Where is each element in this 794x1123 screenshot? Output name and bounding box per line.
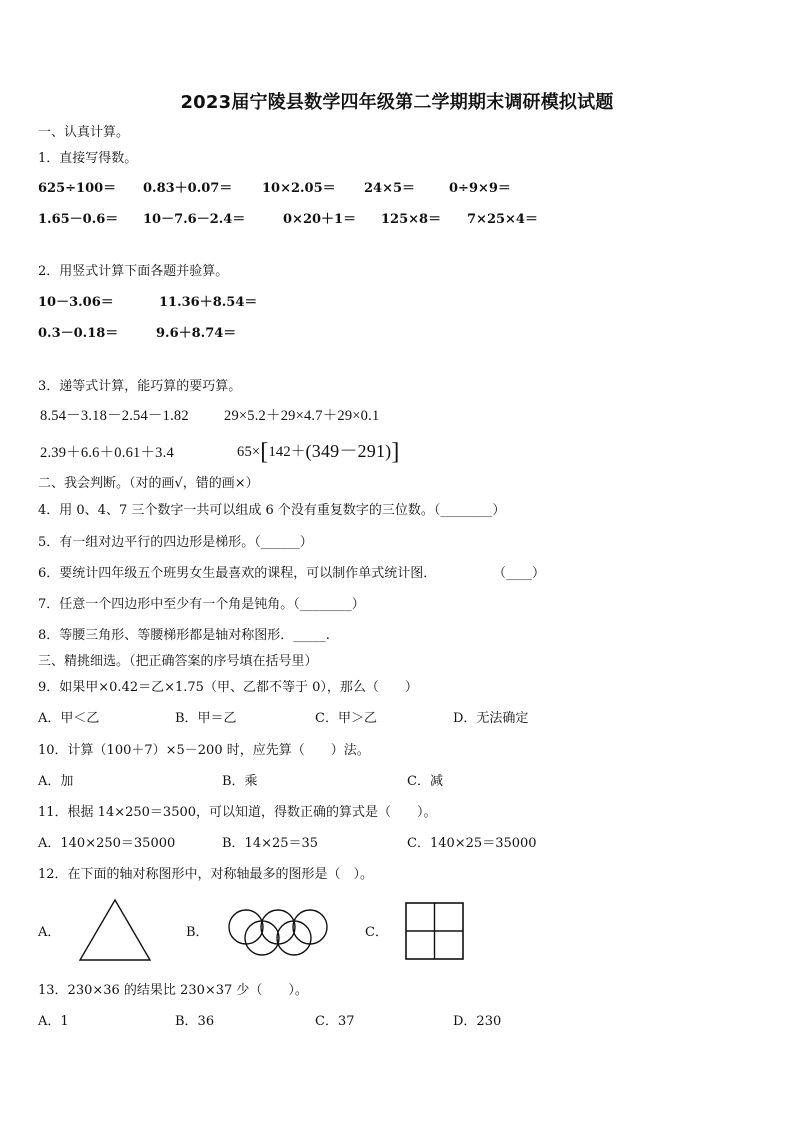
q2-r2-c2: 9.6＋8.74＝ — [156, 326, 237, 341]
q3-r2-prefix: 65× — [237, 444, 261, 460]
q13-option-c: C．37 — [315, 1014, 355, 1029]
q1-r2-c1: 1.65－0.6＝ — [38, 212, 119, 227]
q1-r2-c4: 125×8＝ — [381, 212, 442, 227]
q3-r1-c2: 29×5.2＋29×4.7＋29×0.1 — [224, 408, 380, 424]
q13-option-b: B．36 — [175, 1014, 215, 1029]
q11-option-a: A．140×250＝35000 — [38, 836, 176, 851]
q10-option-a: A．加 — [38, 774, 74, 789]
question-3-label: 3．递等式计算，能巧算的要巧算。 — [38, 379, 242, 394]
q1-r2-c2: 10－7.6－2.4＝ — [143, 212, 246, 227]
triangle-figure — [78, 898, 152, 962]
q1-r1-c5: 0÷9×9＝ — [449, 181, 511, 196]
section-2-heading: 二、我会判断。（对的画√，错的画×） — [38, 476, 259, 491]
section-3-heading: 三、精挑细选。（把正确答案的序号填在括号里） — [38, 654, 318, 669]
q1-r1-c1: 625÷100＝ — [38, 181, 117, 196]
q11-option-c: C．140×25＝35000 — [407, 836, 537, 851]
q9-option-c: C．甲＞乙 — [315, 711, 377, 726]
olympic-rings-figure — [226, 909, 330, 956]
q3-r2-c2 — [237, 437, 400, 464]
question-6-blank: （____） — [493, 566, 546, 581]
q3-r1-c1: 8.54－3.18－2.54－1.82 — [40, 408, 189, 424]
q3-r2-a: 142＋ — [268, 444, 306, 460]
question-10-stem: 10．计算（100＋7）×5－200 时，应先算（ ）法。 — [38, 743, 370, 758]
question-2-label: 2．用竖式计算下面各题并验算。 — [38, 264, 229, 279]
q2-r1-c2: 11.36＋8.54＝ — [159, 295, 258, 310]
q13-option-a: A．1 — [38, 1014, 69, 1029]
q3-open-bracket: [ — [260, 439, 269, 465]
question-6: 6．要统计四年级五个班男女生最喜欢的课程，可以制作单式统计图． — [38, 566, 437, 581]
q12-option-b: B． — [186, 925, 209, 940]
q11-option-b: B．14×25＝35 — [222, 836, 319, 851]
question-1-label: 1．直接写得数。 — [38, 151, 138, 166]
four-square-grid-figure — [405, 902, 465, 960]
q12-option-a: A． — [38, 925, 61, 940]
q1-r2-c5: 7×25×4＝ — [467, 212, 538, 227]
q3-close-bracket: ] — [391, 439, 400, 465]
page-title: 2023届宁陵县数学四年级第二学期期末调研模拟试题 — [180, 92, 614, 113]
question-4: 4．用 0、4、7 三个数字一共可以组成 6 个没有重复数字的三位数。（________） — [38, 503, 506, 518]
question-8: 8．等腰三角形、等腰梯形都是轴对称图形．_____. — [38, 628, 330, 643]
q1-r2-c3: 0×20＋1＝ — [283, 212, 357, 227]
q2-r2-c1: 0.3－0.18＝ — [38, 326, 119, 341]
question-12-stem: 12．在下面的轴对称图形中，对称轴最多的图形是（ ）。 — [38, 867, 374, 882]
q9-option-d: D．无法确定 — [453, 711, 529, 726]
q13-option-d: D．230 — [453, 1014, 502, 1029]
q2-r1-c1: 10－3.06＝ — [38, 295, 114, 310]
q10-option-b: B．乘 — [222, 774, 258, 789]
q3-r2-c1: 2.39＋6.6＋0.61＋3.4 — [40, 445, 174, 461]
q10-option-c: C．减 — [407, 774, 443, 789]
q3-r2-inner: (349－291) — [305, 441, 392, 461]
question-13-stem: 13．230×36 的结果比 230×37 少（ ）。 — [38, 983, 308, 998]
q1-r1-c4: 24×5＝ — [364, 181, 416, 196]
q1-r1-c3: 10×2.05＝ — [262, 181, 336, 196]
q1-r1-c2: 0.83＋0.07＝ — [143, 181, 233, 196]
question-9-stem: 9．如果甲×0.42＝乙×1.75（甲、乙都不等于 0），那么（ ） — [38, 680, 418, 695]
q9-option-a: A．甲＜乙 — [38, 711, 100, 726]
question-11-stem: 11．根据 14×250＝3500，可以知道，得数正确的算式是（ ）。 — [38, 805, 437, 820]
section-1-heading: 一、认真计算。 — [38, 125, 130, 140]
q12-option-c: C． — [365, 925, 388, 940]
question-5: 5．有一组对边平行的四边形是梯形。（______） — [38, 535, 313, 550]
q9-option-b: B．甲＝乙 — [175, 711, 237, 726]
question-7: 7．任意一个四边形中至少有一个角是钝角。（________） — [38, 597, 365, 612]
